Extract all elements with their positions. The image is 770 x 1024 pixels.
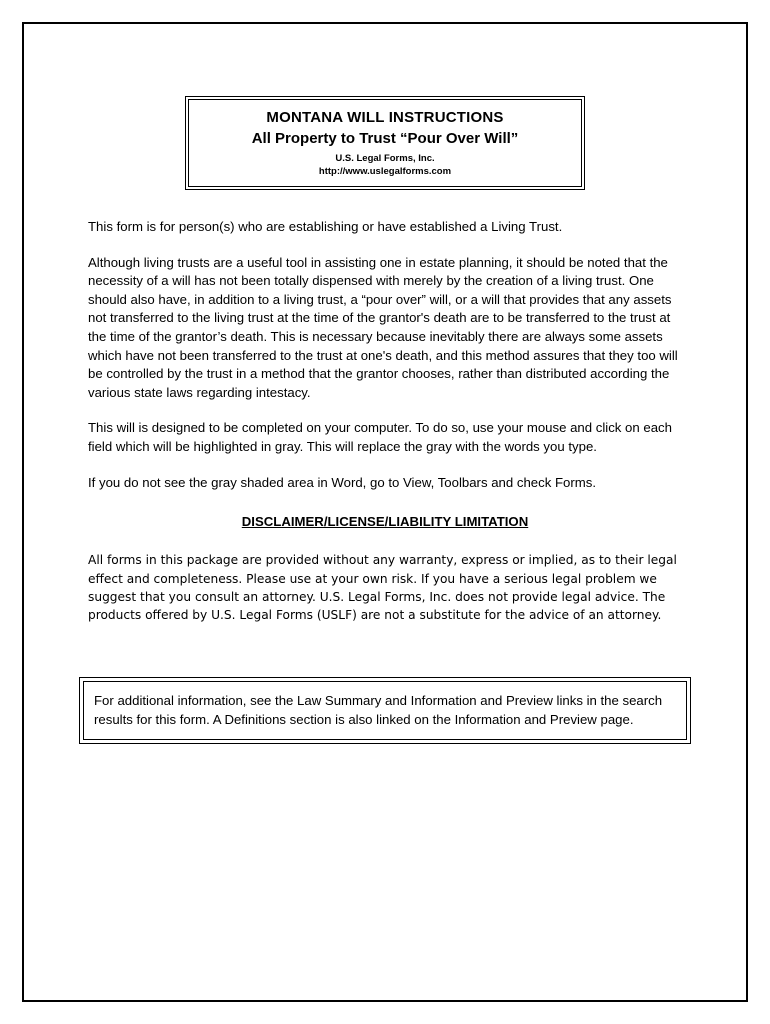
paragraph-computer-instructions: This will is designed to be completed on your computer. To do so, use your mouse and click on each field which will be highlighted in gray. This will replace the gray with the words you type. [88,420,672,454]
document-subtitle: All Property to Trust “Pour Over Will” [251,130,519,147]
additional-info-box-inner [83,681,687,740]
document-content [88,96,682,744]
publisher-name: U.S. Legal Forms, Inc. [335,153,435,164]
publisher-url: http://www.uslegalforms.com [318,166,452,177]
document-title: MONTANA WILL INSTRUCTIONS [266,109,504,126]
body-text [88,218,682,625]
disclaimer-heading: DISCLAIMER/LICENSE/LIABILITY LIMITATION [241,514,529,530]
paragraph-intro: This form is for person(s) who are establishing or have established a Living Trust. [88,219,563,234]
additional-info-text: For additional information, see the Law Summary and Information and Preview links in the search results for this form. A Definitions section is also linked on the Information and Preview page. [94,692,663,727]
paragraph-word-forms-tip: If you do not see the gray shaded area in Word, go to View, Toolbars and check Forms. [88,474,597,490]
additional-info-box [79,677,691,744]
title-box-inner [188,99,582,187]
paragraph-living-trust: Although living trusts are a useful tool in assisting one in estate planning, it should be noted that the necessity of a will has not been totally dispensed with merely by the creation of a living trust. One should also have, in addition to a living trust, a “pour over” will, or a will that provides that any assets not transferred to the living trust at the time of the grantor's death are to be transferred to the trust at the time of the grantor’s death. This is necessary because inevitably there are always some assets which have not been transferred to the trust at one's death, and this method assures that they too will be controlled by the trust in a method that the grantor chooses, rather than distributed according the various state laws regarding intestacy. [88,254,678,400]
title-box [185,96,585,190]
disclaimer-text: All forms in this package are provided without any warranty, express or implied, as to their legal effect and completeness. Please use at your own risk. If you have a serious legal problem we suggest that you consult an attorney. U.S. Legal Forms, Inc. does not provide legal advice. The products offered by U.S. Legal Forms (USLF) are not a substitute for the advice of an attorney. [88,553,677,623]
